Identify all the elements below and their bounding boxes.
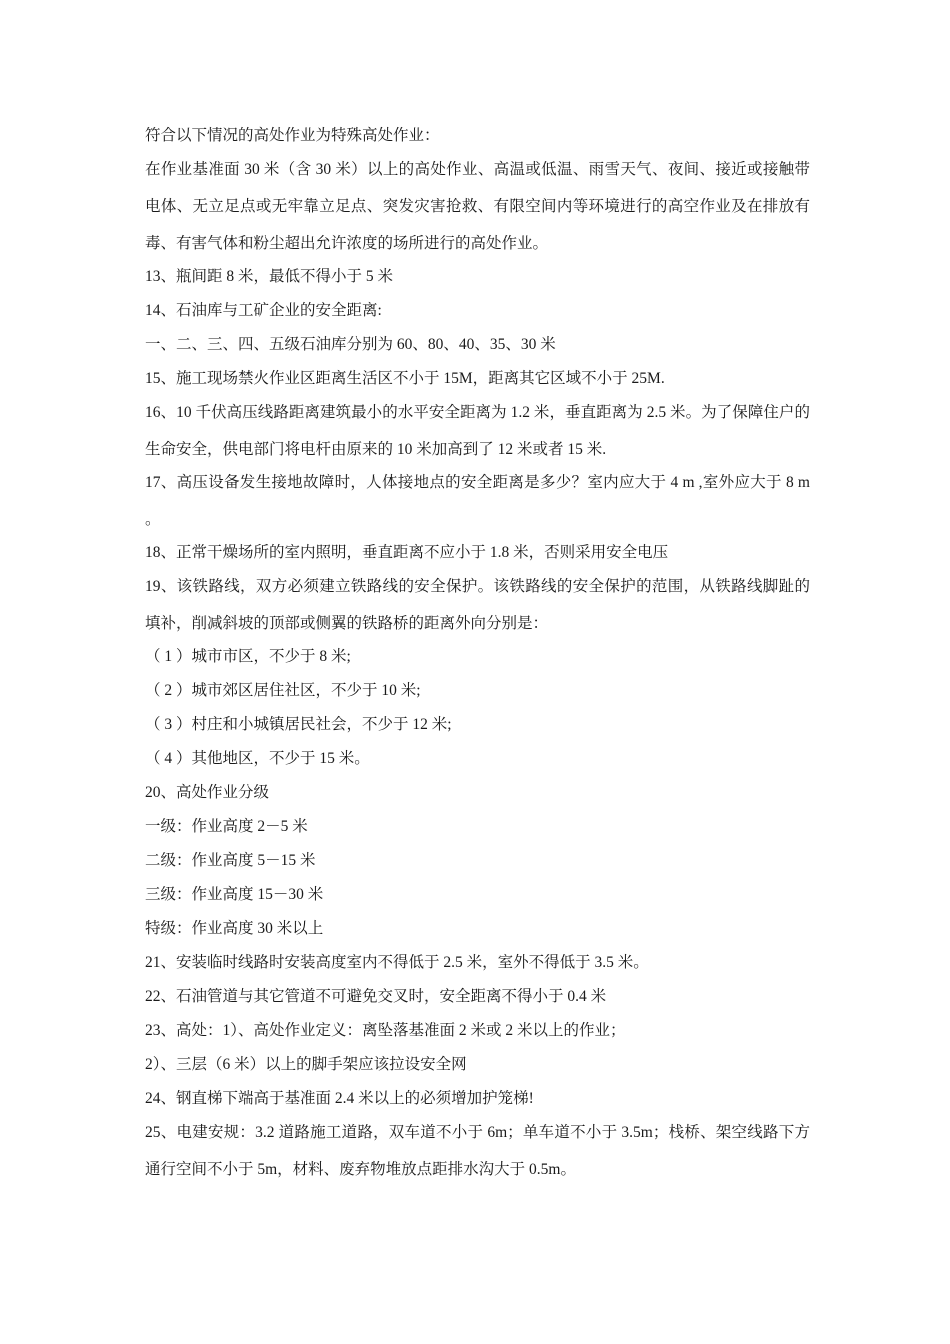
- text-line: （ 3 ）村庄和小城镇居民社会，不少于 12 米;: [145, 716, 452, 733]
- paragraph: 16、10 千伏高压线路距离建筑最小的水平安全距离为 1.2 米，垂直距离为 2.5 米。为了保障住户的生命安全，供电部门将电杆由原来的 10 米加高到了 12 米或者 15 米.: [145, 404, 810, 458]
- text-line: （ 1 ）城市市区，不少于 8 米;: [145, 648, 351, 665]
- document-body: [145, 122, 810, 1189]
- paragraph: 在作业基准面 30 米（含 30 米）以上的高处作业、高温或低温、雨雪天气、夜间、接近或接触带电体、无立足点或无牢靠立足点、突发灾害抢救、有限空间内等环境进行的高空作业及在排放有毒、有害气体和粉尘超出允许浓度的场所进行的高处作业。: [145, 161, 810, 252]
- text-line: （ 4 ）其他地区，不少于 15 米。: [145, 750, 370, 767]
- text-line: 15、施工现场禁火作业区距离生活区不小于 15M，距离其它区域不小于 25M.: [145, 370, 665, 387]
- text-line: 13、瓶间距 8 米，最低不得小于 5 米: [145, 268, 394, 285]
- text-line: 三级：作业高度 15－30 米: [145, 886, 324, 903]
- paragraph: 25、电建安规：3.2 道路施工道路，双车道不小于 6m；单车道不小于 3.5m；栈桥、架空线路下方通行空间不小于 5m，材料、废弃物堆放点距排水沟大于 0.5m。: [145, 1124, 810, 1178]
- paragraph: 19、该铁路线，双方必须建立铁路线的安全保护。该铁路线的安全保护的范围，从铁路线脚趾的填补，削减斜坡的顶部或侧翼的铁路桥的距离外向分别是：: [145, 578, 810, 632]
- text-line: 22、石油管道与其它管道不可避免交叉时，安全距离不得小于 0.4 米: [145, 988, 607, 1005]
- text-line: 一级：作业高度 2－5 米: [145, 818, 308, 835]
- text-line: 21、安装临时线路时安装高度室内不得低于 2.5 米，室外不得低于 3.5 米。: [145, 954, 649, 971]
- text-line: 2）、三层（6 米）以上的脚手架应该拉设安全网: [145, 1056, 467, 1073]
- text-line: 23、高处：1）、高处作业定义：离坠落基准面 2 米或 2 米以上的作业；: [145, 1022, 626, 1039]
- text-line: 20、高处作业分级: [145, 784, 270, 801]
- text-line: 24、钢直梯下端高于基准面 2.4 米以上的必须增加护笼梯!: [145, 1090, 534, 1107]
- text-line: 特级：作业高度 30 米以上: [145, 920, 324, 937]
- text-line: 一、二、三、四、五级石油库分别为 60、80、40、35、30 米: [145, 336, 556, 353]
- text-line: 14、石油库与工矿企业的安全距离:: [145, 302, 382, 319]
- text-line: 18、正常干燥场所的室内照明，垂直距离不应小于 1.8 米，否则采用安全电压: [145, 544, 669, 561]
- text-line: 二级：作业高度 5－15 米: [145, 852, 316, 869]
- text-line: 符合以下情况的高处作业为特殊高处作业：: [145, 127, 440, 144]
- paragraph: 17、高压设备发生接地故障时，人体接地点的安全距离是多少？室内应大于 4 m ,室外应大于 8 m 。: [145, 474, 810, 528]
- text-line: （ 2 ）城市郊区居住社区，不少于 10 米;: [145, 682, 421, 699]
